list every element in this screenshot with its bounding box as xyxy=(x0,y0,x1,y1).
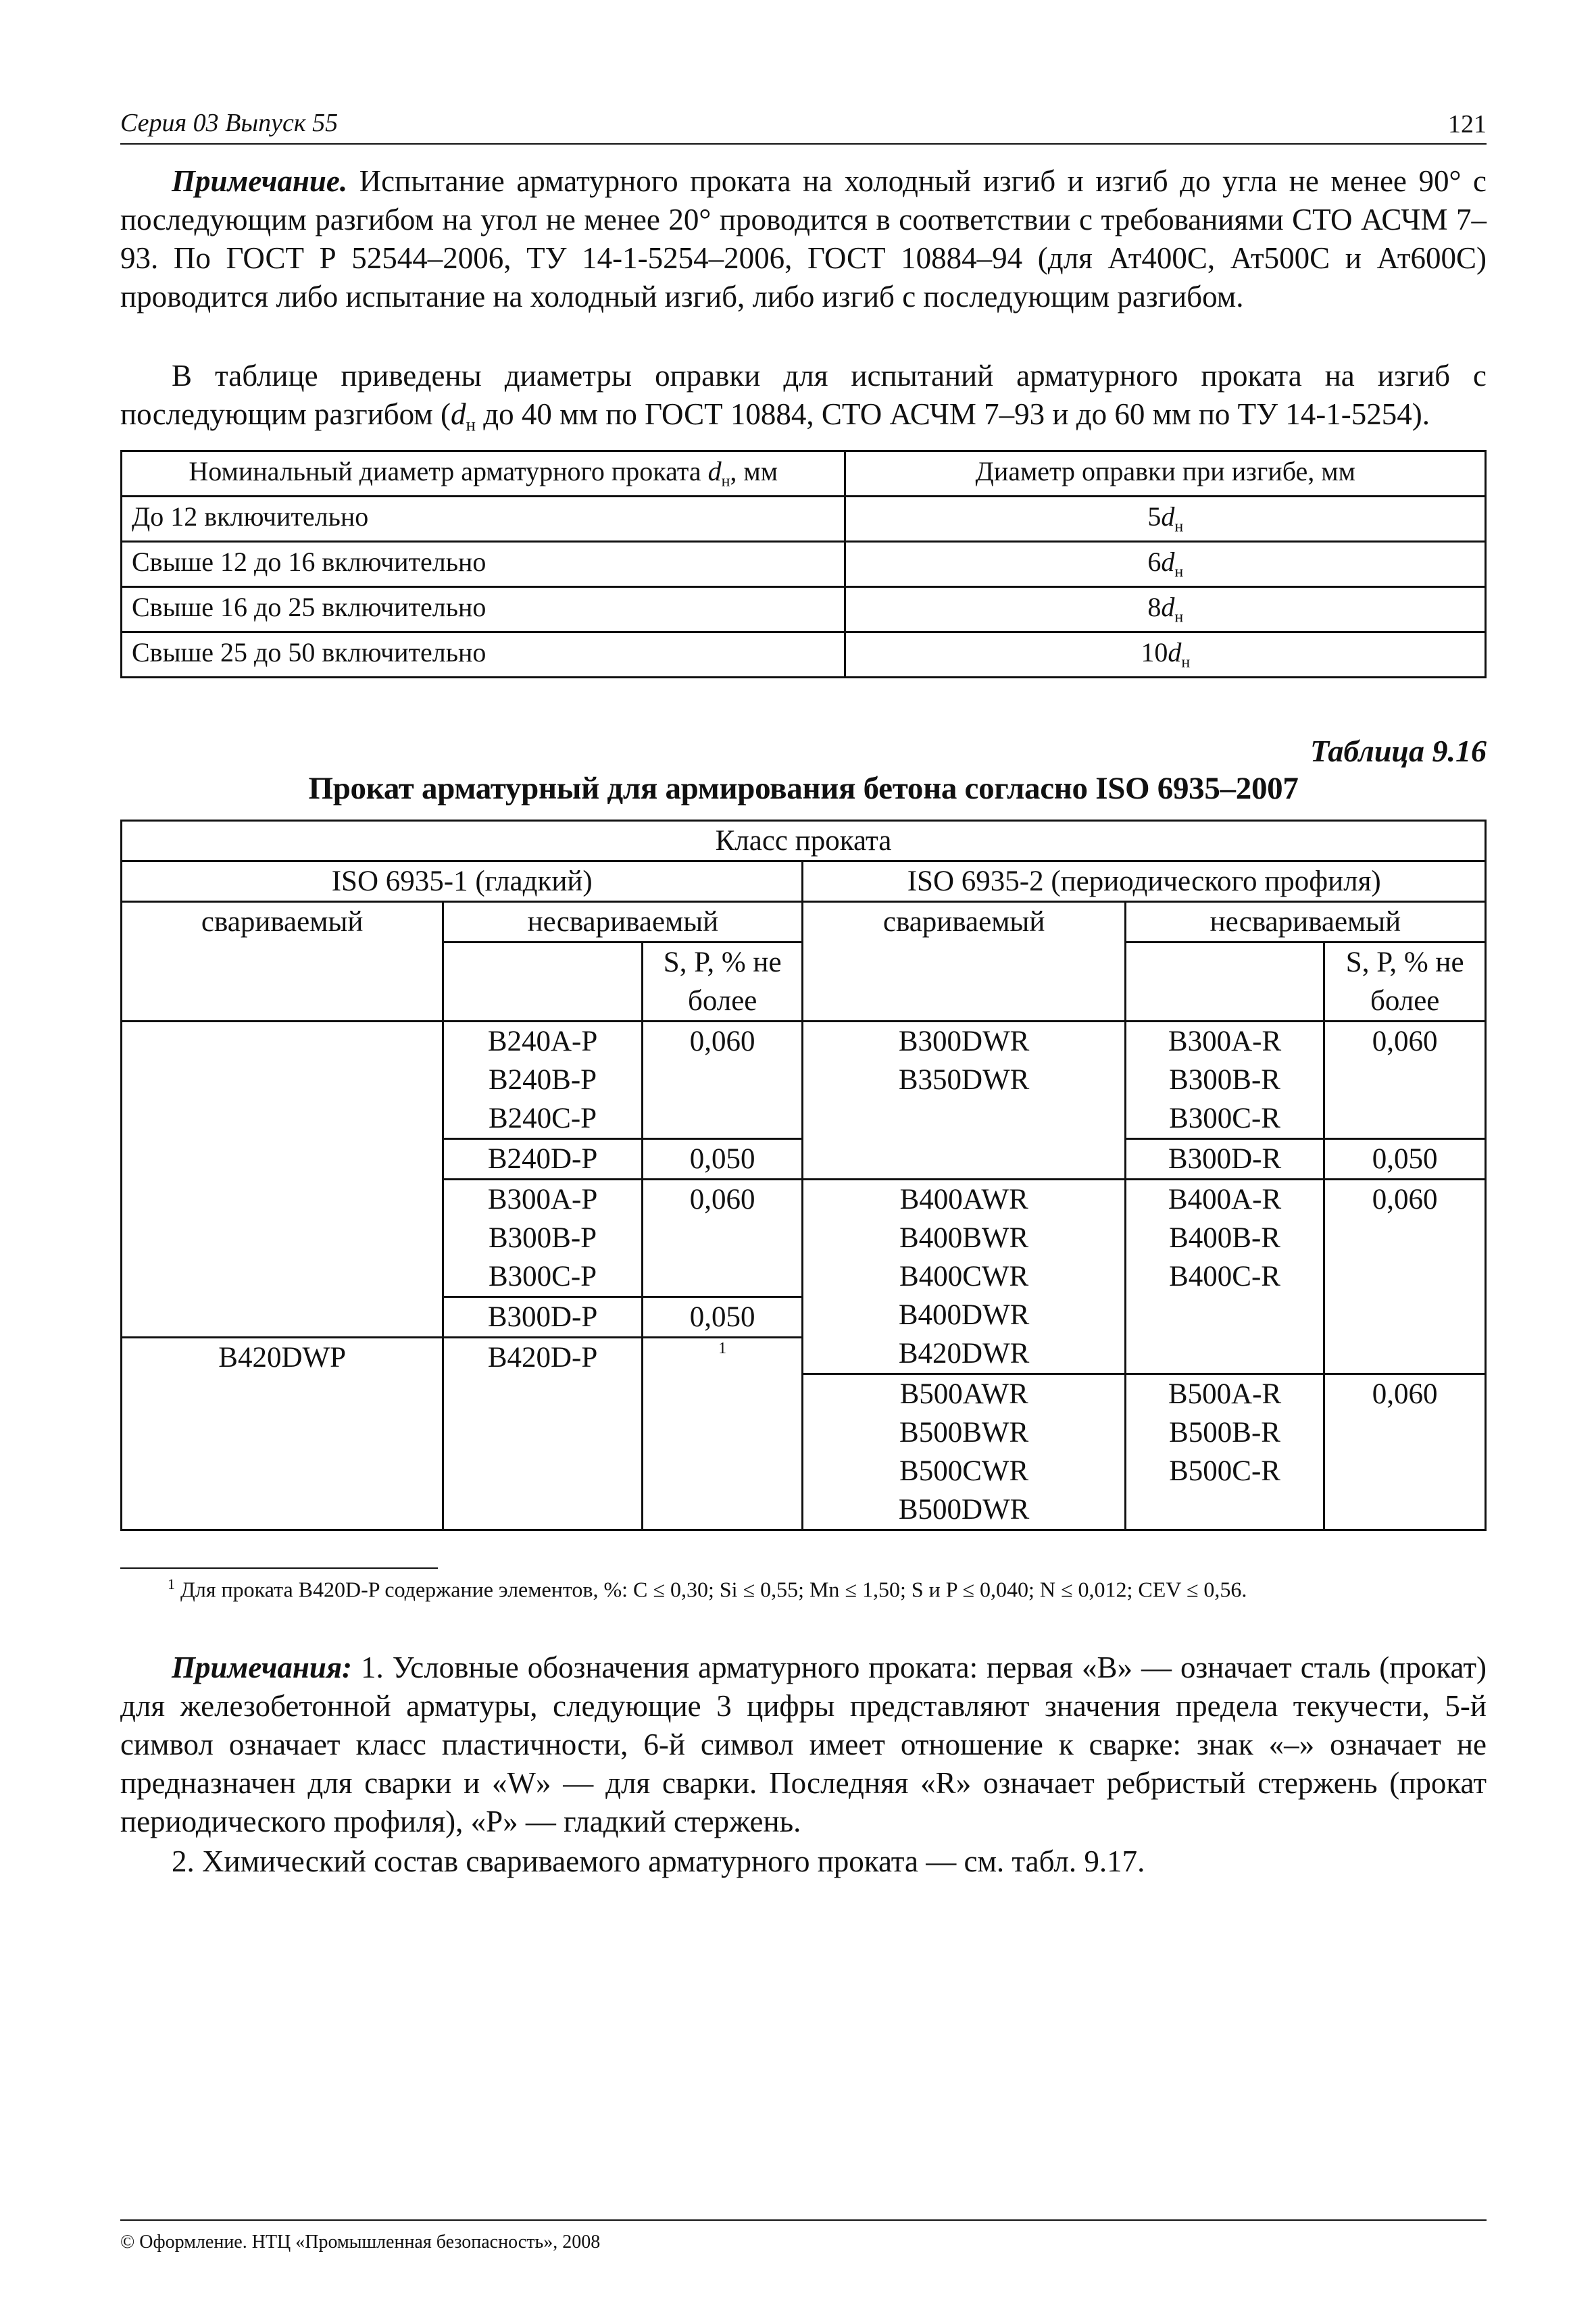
mandrel-diameter-table xyxy=(120,450,1487,678)
grade-cell: B240D-P xyxy=(443,1139,643,1180)
empty-cell xyxy=(1125,942,1324,1022)
grade-cell xyxy=(1125,1022,1324,1139)
footnote-ref-cell xyxy=(642,1338,803,1530)
grade: B400BWR xyxy=(899,1222,1029,1254)
series-label: Серия 03 Выпуск 55 xyxy=(120,109,339,137)
grade: B400A-R xyxy=(1168,1184,1282,1215)
header-text: Номинальный диаметр арматурного проката xyxy=(189,456,708,486)
grade-cell xyxy=(803,1180,1125,1374)
factor: 8 xyxy=(1147,592,1162,622)
grade: B240A-P xyxy=(487,1026,598,1057)
footnote-ref: 1 xyxy=(718,1340,727,1357)
grade: B300A-P xyxy=(487,1184,598,1215)
table-row xyxy=(122,542,1486,587)
d-symbol: d xyxy=(1168,637,1182,668)
running-header xyxy=(120,101,1487,145)
table-caption: Таблица 9.16 xyxy=(1310,734,1487,768)
sp-value-cell: 0,050 xyxy=(1324,1139,1486,1180)
range-cell: До 12 включительно xyxy=(122,497,845,542)
table-row xyxy=(122,587,1486,632)
grade: B300A-R xyxy=(1168,1026,1282,1057)
grade-cell xyxy=(1125,1374,1324,1530)
note-lead: Примечание. xyxy=(172,164,348,198)
iso-6935-table xyxy=(120,820,1487,1531)
grade-cell xyxy=(443,1180,643,1297)
grade: B240B-P xyxy=(489,1064,597,1096)
factor: 5 xyxy=(1147,501,1162,532)
intro-text-a: В таблице приведены диаметры оправки для испытаний арматурного проката на изгиб с последующим разгибом ( xyxy=(120,359,1487,431)
grade-cell xyxy=(803,1374,1125,1530)
table-row xyxy=(122,632,1486,678)
table-row xyxy=(122,1022,1486,1139)
sp-value-cell: 0,060 xyxy=(642,1022,803,1139)
grade: B500AWR xyxy=(899,1378,1028,1410)
grade-cell xyxy=(803,1022,1125,1180)
sp-header: S, P, % не более xyxy=(1324,942,1486,1022)
sp-value-cell: 0,050 xyxy=(642,1139,803,1180)
footnote-rule xyxy=(120,1567,438,1569)
d-subscript: н xyxy=(1174,563,1184,581)
mandrel-cell xyxy=(845,497,1486,542)
notes-lead: Примечания: xyxy=(172,1651,353,1684)
grade: B300B-P xyxy=(489,1222,597,1254)
range-cell: Свыше 16 до 25 включительно xyxy=(122,587,845,632)
mandrel-cell xyxy=(845,587,1486,632)
d-subscript: н xyxy=(1174,518,1184,536)
class-header-row xyxy=(122,821,1486,861)
grade-cell xyxy=(443,1022,643,1139)
note-text: Испытание арматурного проката на холодный изгиб и изгиб до угла не менее 90° с последующим разгибом на угол не менее 20° проводится в соответствии с требованиями СТО АСЧМ 7–93. По ГОСТ Р 52544–2006, ТУ 14-1-5254–2006, ГОСТ 10884–94 (для Ат400С, Ат500С и Ат600С) проводится либо испытание на холодный изгиб, либо изгиб с последующим разгибом. xyxy=(120,164,1487,313)
grade: B420DWR xyxy=(898,1338,1030,1369)
intro-paragraph xyxy=(120,357,1487,434)
grade-cell: B420D-P xyxy=(443,1338,643,1530)
range-cell: Свыше 12 до 16 включительно xyxy=(122,542,845,587)
table-row xyxy=(122,497,1486,542)
grade: B500BWR xyxy=(899,1417,1029,1449)
grade-cell: B300D-R xyxy=(1125,1139,1324,1180)
grade: B300DWR xyxy=(898,1026,1030,1057)
mandrel-cell xyxy=(845,542,1486,587)
nominal-diameter-header xyxy=(122,451,845,497)
d-symbol: d xyxy=(1161,592,1175,622)
weldability-header-row xyxy=(122,902,1486,942)
weldable-header: свариваемый xyxy=(803,902,1125,1022)
grade: B500A-R xyxy=(1168,1378,1282,1410)
notes-paragraph xyxy=(120,1649,1487,1841)
range-cell: Свыше 25 до 50 включительно xyxy=(122,632,845,678)
footnote-text: Для проката В420D-P содержание элементов, %: C ≤ 0,30; Si ≤ 0,55; Mn ≤ 1,50; S и P ≤ 0,040; N ≤ 0,012; CEV ≤ 0,56. xyxy=(175,1577,1247,1602)
weldable-grade-cell: B420DWP xyxy=(122,1338,443,1530)
empty-cell xyxy=(122,1022,443,1338)
grade: B500C-R xyxy=(1169,1455,1280,1487)
d-subscript: н xyxy=(1181,653,1191,672)
notes-paragraph-2: 2. Химический состав свариваемого арматурного проката — см. табл. 9.17. xyxy=(172,1844,1145,1878)
d-symbol: d xyxy=(451,397,466,431)
d-subscript: н xyxy=(466,414,476,435)
grade: B300B-R xyxy=(1169,1064,1280,1096)
table-title: Прокат арматурный для армирования бетона согласно ISO 6935–2007 xyxy=(308,771,1299,806)
d-subscript: н xyxy=(721,472,730,491)
sp-value-cell: 0,060 xyxy=(1324,1022,1486,1139)
grade: B400CWR xyxy=(899,1261,1029,1292)
weldable-header: свариваемый xyxy=(122,902,443,1022)
grade: B300C-P xyxy=(489,1261,597,1292)
grade: B300C-R xyxy=(1169,1103,1280,1134)
sp-header: S, P, % не более xyxy=(642,942,803,1022)
table-header-row xyxy=(122,451,1486,497)
d-subscript: н xyxy=(1174,608,1184,626)
notes-text-1: 1. Условные обозначения арматурного проката: первая «В» — означает сталь (прокат) для железобетонной арматуры, следующие 3 цифры представляют значения предела текучести, 5-й символ означает класс пластичности, 6-й символ имеет отношение к сварке: знак «–» означает не предназначен для сварки и «W» — для сварки. Последняя «R» означает ребристый стержень (прокат периодического профиля), «P» — гладкий стержень. xyxy=(120,1651,1487,1838)
sp-value-cell: 0,060 xyxy=(1324,1374,1486,1530)
grade: B400B-R xyxy=(1169,1222,1280,1254)
grade: B500B-R xyxy=(1169,1417,1280,1449)
footnote xyxy=(168,1571,1247,1603)
iso-6935-2-header: ISO 6935-2 (периодического профиля) xyxy=(803,861,1486,902)
sp-value-cell: 0,050 xyxy=(642,1297,803,1338)
grade-cell xyxy=(1125,1180,1324,1374)
grade-cell: B300D-P xyxy=(443,1297,643,1338)
grade: B500DWR xyxy=(898,1494,1030,1526)
nonweldable-header: несвариваемый xyxy=(443,902,803,942)
iso-6935-1-header: ISO 6935-1 (гладкий) xyxy=(122,861,803,902)
mandrel-cell xyxy=(845,632,1486,678)
page-number: 121 xyxy=(1448,110,1487,139)
standard-header-row xyxy=(122,861,1486,902)
d-symbol: d xyxy=(707,456,722,486)
nonweldable-header: несвариваемый xyxy=(1125,902,1485,942)
mandrel-diameter-header: Диаметр оправки при изгибе, мм xyxy=(845,451,1486,497)
grade: B400AWR xyxy=(899,1184,1028,1215)
grade: B400DWR xyxy=(898,1299,1030,1331)
sp-value-cell: 0,060 xyxy=(642,1180,803,1297)
page-footer: © Оформление. НТЦ «Промышленная безопасность», 2008 xyxy=(120,2219,1487,2253)
footnote-mark: 1 xyxy=(168,1576,175,1592)
factor: 10 xyxy=(1141,637,1168,668)
grade: B240C-P xyxy=(489,1103,597,1134)
note-paragraph xyxy=(120,162,1487,316)
sp-value-cell: 0,060 xyxy=(1324,1180,1486,1374)
factor: 6 xyxy=(1147,547,1162,577)
grade: B500CWR xyxy=(899,1455,1029,1487)
d-symbol: d xyxy=(1161,547,1175,577)
grade: B350DWR xyxy=(898,1064,1030,1096)
grade: B400C-R xyxy=(1169,1261,1280,1292)
header-unit: , мм xyxy=(730,456,778,486)
empty-cell xyxy=(443,942,643,1022)
intro-text-b: до 40 мм по ГОСТ 10884, СТО АСЧМ 7–93 и до 60 мм по ТУ 14-1-5254). xyxy=(475,397,1430,431)
d-symbol: d xyxy=(1161,501,1175,532)
class-header: Класс проката xyxy=(122,821,1486,861)
